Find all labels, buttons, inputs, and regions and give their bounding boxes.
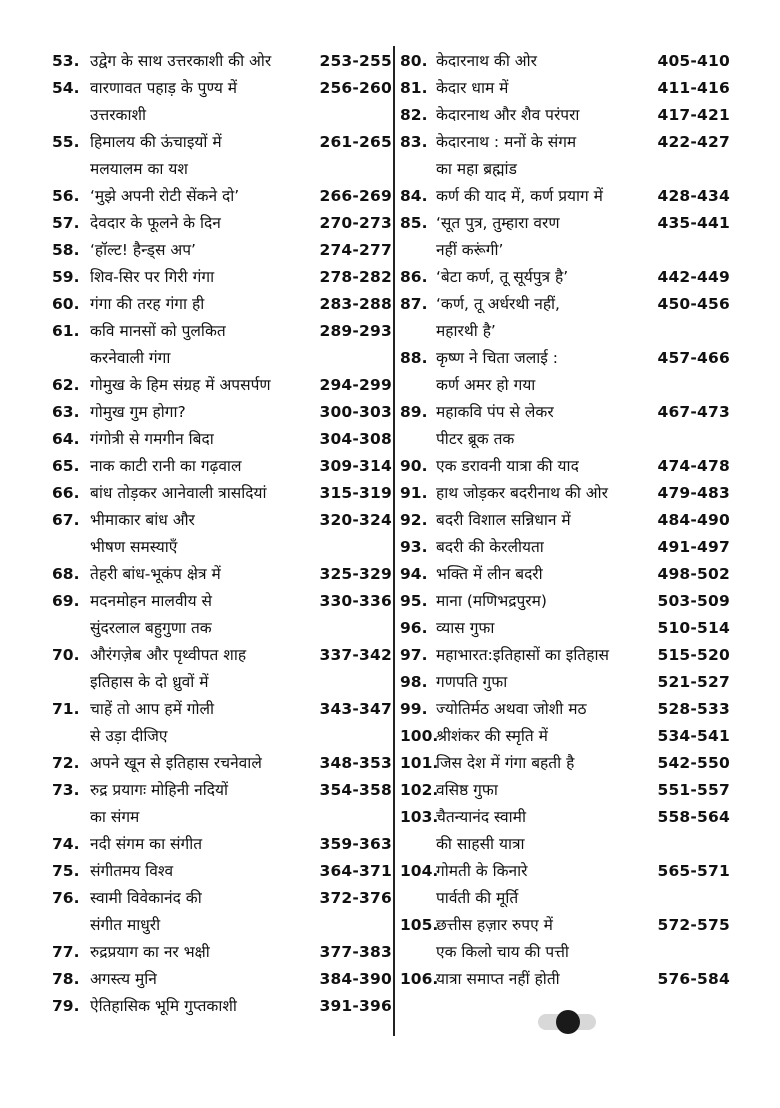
chapter-number: 72.	[52, 754, 80, 772]
chapter-title-line: चाहें तो आप हमें गोली	[90, 700, 215, 718]
chapter-title-line: का संगम	[90, 808, 140, 826]
chapter-title-line: कवि मानसों को पुलकित	[90, 322, 226, 340]
toc-entry	[52, 183, 392, 210]
chapter-number: 94.	[400, 565, 428, 583]
chapter-title	[400, 750, 661, 777]
page-range: 498-502	[657, 565, 730, 583]
chapter-number: 88.	[400, 349, 428, 367]
toc-entry	[400, 264, 730, 291]
chapter-title-line: केदारनाथ की ओर	[436, 52, 537, 70]
chapter-number: 86.	[400, 268, 428, 286]
chapter-title	[400, 588, 661, 615]
toc-entry	[52, 453, 392, 480]
chapter-title-line: महाकवि पंप से लेकर	[436, 403, 554, 421]
chapter-title	[400, 453, 661, 480]
chapter-number: 105.	[400, 916, 439, 934]
toc-entry	[400, 642, 730, 669]
chapter-title-line: देवदार के फूलने के दिन	[90, 214, 221, 232]
chapter-number: 103.	[400, 808, 439, 826]
chapter-number: 60.	[52, 295, 80, 313]
page-range: 348-353	[319, 754, 392, 772]
page-range: 309-314	[319, 457, 392, 475]
chapter-title-line: स्वामी विवेकानंद की	[90, 889, 202, 907]
chapter-title-line: उद्वेग के साथ उत्तरकाशी की ओर	[90, 52, 272, 70]
chapter-title-line: वसिष्ठ गुफा	[436, 781, 498, 799]
page-range: 270-273	[319, 214, 392, 232]
page-range: 384-390	[319, 970, 392, 988]
page-range: 422-427	[657, 133, 730, 151]
toc-entry	[400, 507, 730, 534]
page-range: 479-483	[657, 484, 730, 502]
chapter-title	[400, 966, 661, 993]
chapter-title-line: एक किलो चाय की पत्ती	[436, 943, 569, 961]
page-range: 364-371	[319, 862, 392, 880]
chapter-title-line: संगीतमय विश्व	[90, 862, 174, 880]
page-range: 515-520	[657, 646, 730, 664]
chapter-number: 65.	[52, 457, 80, 475]
chapter-number: 59.	[52, 268, 80, 286]
chapter-title	[400, 291, 661, 345]
chapter-title-line: ‘कर्ण, तू अर्धरथी नहीं,	[436, 295, 560, 313]
chapter-number: 63.	[52, 403, 80, 421]
chapter-title-line: बदरी विशाल सन्निधान में	[436, 511, 571, 529]
page-range: 565-571	[657, 862, 730, 880]
chapter-title	[400, 345, 661, 399]
chapter-title-line: केदार धाम में	[436, 79, 509, 97]
toc-entry	[52, 642, 392, 696]
toc-entry	[52, 507, 392, 561]
toc-entry	[400, 183, 730, 210]
chapter-title-line: भीमाकार बांध और	[90, 511, 195, 529]
toc-entry	[400, 48, 730, 75]
chapter-title-line: वारणावत पहाड़ के पुण्य में	[90, 79, 238, 97]
chapter-title-line: ‘मुझे अपनी रोटी सेंकने दो’	[90, 187, 240, 205]
column-divider	[393, 46, 395, 1036]
page-range: 428-434	[657, 187, 730, 205]
chapter-title-line: बदरी की केरलीयता	[436, 538, 544, 556]
chapter-number: 82.	[400, 106, 428, 124]
page-range: 253-255	[319, 52, 392, 70]
chapter-title	[52, 237, 330, 264]
chapter-title	[52, 939, 330, 966]
toc-entry	[400, 696, 730, 723]
chapter-number: 95.	[400, 592, 428, 610]
toc-entry	[400, 534, 730, 561]
chapter-title-line: गोमुख गुम होगा?	[90, 403, 186, 421]
page-range: 521-527	[657, 673, 730, 691]
chapter-title-line: एक डरावनी यात्रा की याद	[436, 457, 579, 475]
chapter-title	[400, 561, 661, 588]
chapter-title	[400, 102, 661, 129]
chapter-number: 89.	[400, 403, 428, 421]
page-range: 474-478	[657, 457, 730, 475]
toc-entry	[52, 858, 392, 885]
toc-entry	[400, 804, 730, 858]
chapter-title	[400, 642, 661, 669]
toc-entry	[400, 453, 730, 480]
chapter-number: 61.	[52, 322, 80, 340]
chapter-number: 99.	[400, 700, 428, 718]
chapter-title	[400, 696, 661, 723]
page-range: 294-299	[319, 376, 392, 394]
chapter-title-line: इतिहास के दो ध्रुवों में	[90, 673, 209, 691]
chapter-title-line: महाभारत:इतिहासों का इतिहास	[436, 646, 609, 664]
toc-entry	[52, 480, 392, 507]
chapter-title-line: कृष्ण ने चिता जलाई :	[436, 349, 558, 367]
page-range: 442-449	[657, 268, 730, 286]
chapter-title-line: गंगा की तरह गंगा ही	[90, 295, 205, 313]
chapter-number: 93.	[400, 538, 428, 556]
chapter-title-line: शिव-सिर पर गिरी गंगा	[90, 268, 215, 286]
chapter-title	[52, 48, 330, 75]
page-range: 551-557	[657, 781, 730, 799]
chapter-title	[52, 561, 330, 588]
chapter-title	[52, 696, 330, 750]
toc-entry	[400, 723, 730, 750]
page-range: 266-269	[319, 187, 392, 205]
chapter-title-line: हिमालय की ऊंचाइयों में	[90, 133, 222, 151]
chapter-title	[52, 399, 330, 426]
chapter-title-line: भक्ति में लीन बदरी	[436, 565, 543, 583]
chapter-title	[400, 534, 661, 561]
chapter-title-line: भीषण समस्याएँ	[90, 538, 178, 556]
chapter-title	[52, 453, 330, 480]
toc-entry	[400, 129, 730, 183]
chapter-title-line: जिस देश में गंगा बहती है	[436, 754, 575, 772]
chapter-title	[400, 723, 661, 750]
chapter-number: 56.	[52, 187, 80, 205]
chapter-title-line: संगीत माधुरी	[90, 916, 161, 934]
chapter-title-line: गंगोत्री से गमगीन बिदा	[90, 430, 214, 448]
page-number-mark	[538, 1010, 596, 1036]
chapter-number: 64.	[52, 430, 80, 448]
page-range: 337-342	[319, 646, 392, 664]
chapter-title	[400, 399, 661, 453]
toc-entry	[52, 696, 392, 750]
chapter-title	[400, 480, 661, 507]
chapter-title	[400, 507, 661, 534]
chapter-title-line: माना (मणिभद्रपुरम)	[436, 592, 547, 610]
chapter-title-line: नहीं करूंगी’	[436, 241, 504, 259]
page-range: 359-363	[319, 835, 392, 853]
toc-entry	[52, 939, 392, 966]
chapter-title-line: ‘बेटा कर्ण, तू सूर्यपुत्र है’	[436, 268, 569, 286]
chapter-title	[400, 615, 661, 642]
toc-right-column	[400, 48, 730, 993]
toc-entry	[52, 237, 392, 264]
chapter-title-line: अपने खून से इतिहास रचनेवाले	[90, 754, 262, 772]
chapter-number: 53.	[52, 52, 80, 70]
page-range: 391-396	[319, 997, 392, 1015]
toc-entry	[52, 993, 392, 1020]
toc-entry	[52, 291, 392, 318]
toc-entry	[52, 372, 392, 399]
chapter-title	[52, 291, 330, 318]
chapter-title	[52, 858, 330, 885]
chapter-title-line: श्रीशंकर की स्मृति में	[436, 727, 548, 745]
chapter-title	[52, 642, 330, 696]
chapter-title-line: तेहरी बांध-भूकंप क्षेत्र में	[90, 565, 221, 583]
chapter-title	[400, 858, 661, 912]
chapter-number: 67.	[52, 511, 80, 529]
chapter-number: 70.	[52, 646, 80, 664]
chapter-title	[400, 264, 661, 291]
chapter-title	[52, 831, 330, 858]
chapter-title	[400, 183, 661, 210]
chapter-title	[400, 912, 661, 966]
page-range: 450-456	[657, 295, 730, 313]
chapter-title	[52, 777, 330, 831]
chapter-title-line: ज्योतिर्मठ अथवा जोशी मठ	[436, 700, 587, 718]
toc-entry	[400, 291, 730, 345]
chapter-title	[52, 318, 330, 372]
chapter-title-line: यात्रा समाप्त नहीं होती	[436, 970, 560, 988]
toc-entry	[400, 480, 730, 507]
chapter-title-line: मलयालम का यश	[90, 160, 188, 178]
page-range: 377-383	[319, 943, 392, 961]
chapter-title-line: ऐतिहासिक भूमि गुप्तकाशी	[90, 997, 237, 1015]
toc-entry	[52, 426, 392, 453]
toc-entry	[400, 399, 730, 453]
chapter-title	[400, 804, 661, 858]
chapter-title-line: से उड़ा दीजिए	[90, 727, 168, 745]
chapter-title	[52, 588, 330, 642]
chapter-number: 81.	[400, 79, 428, 97]
chapter-title-line: कर्ण की याद में, कर्ण प्रयाग में	[436, 187, 603, 205]
chapter-title	[52, 480, 330, 507]
page-range: 542-550	[657, 754, 730, 772]
page-range: 417-421	[657, 106, 730, 124]
page-range: 503-509	[657, 592, 730, 610]
chapter-title	[400, 129, 661, 183]
chapter-title	[52, 183, 330, 210]
chapter-title-line: हाथ जोड़कर बदरीनाथ की ओर	[436, 484, 608, 502]
chapter-number: 91.	[400, 484, 428, 502]
chapter-title-line: पार्वती की मूर्ति	[436, 889, 519, 907]
chapter-title	[52, 507, 330, 561]
page-range: 304-308	[319, 430, 392, 448]
page-range: 510-514	[657, 619, 730, 637]
chapter-number: 101.	[400, 754, 439, 772]
page-range: 256-260	[319, 79, 392, 97]
toc-entry	[52, 588, 392, 642]
chapter-number: 97.	[400, 646, 428, 664]
chapter-title	[400, 210, 661, 264]
toc-entry	[400, 102, 730, 129]
chapter-title-line: ‘सूत पुत्र, तुम्हारा वरण	[436, 214, 560, 232]
chapter-title-line: गोमुख के हिम संग्रह में अपसर्पण	[90, 376, 271, 394]
chapter-title	[400, 75, 661, 102]
page-range: 457-466	[657, 349, 730, 367]
page-range: 354-358	[319, 781, 392, 799]
toc-entry	[400, 210, 730, 264]
chapter-title-line: की साहसी यात्रा	[436, 835, 525, 853]
chapter-title	[52, 966, 330, 993]
toc-entry	[52, 264, 392, 291]
chapter-number: 62.	[52, 376, 80, 394]
chapter-title-line: केदारनाथ और शैव परंपरा	[436, 106, 580, 124]
chapter-number: 74.	[52, 835, 80, 853]
chapter-title-line: गोमती के किनारे	[436, 862, 528, 880]
chapter-number: 90.	[400, 457, 428, 475]
chapter-title-line: छत्तीस हज़ार रुपए में	[436, 916, 553, 934]
page-range: 320-324	[319, 511, 392, 529]
page-range: 274-277	[319, 241, 392, 259]
chapter-title	[52, 885, 330, 939]
toc-entry	[400, 345, 730, 399]
chapter-number: 54.	[52, 79, 80, 97]
page-range: 558-564	[657, 808, 730, 826]
chapter-number: 66.	[52, 484, 80, 502]
chapter-title	[52, 372, 330, 399]
chapter-number: 73.	[52, 781, 80, 799]
page-range: 572-575	[657, 916, 730, 934]
toc-entry	[52, 210, 392, 237]
chapter-title	[52, 75, 330, 129]
page-range: 372-376	[319, 889, 392, 907]
page-range: 491-497	[657, 538, 730, 556]
toc-entry	[52, 399, 392, 426]
page-range: 528-533	[657, 700, 730, 718]
page-range: 300-303	[319, 403, 392, 421]
toc-entry	[400, 858, 730, 912]
chapter-title-line: पीटर ब्रूक तक	[436, 430, 515, 448]
chapter-title	[400, 48, 661, 75]
toc-entry	[400, 777, 730, 804]
toc-entry	[52, 885, 392, 939]
toc-entry	[400, 750, 730, 777]
chapter-number: 69.	[52, 592, 80, 610]
toc-entry	[400, 615, 730, 642]
toc-entry	[400, 912, 730, 966]
chapter-title-line: बांध तोड़कर आनेवाली त्रासदियां	[90, 484, 267, 502]
chapter-title	[52, 426, 330, 453]
page-range: 315-319	[319, 484, 392, 502]
chapter-number: 102.	[400, 781, 439, 799]
chapter-number: 76.	[52, 889, 80, 907]
chapter-number: 100.	[400, 727, 439, 745]
chapter-title	[52, 264, 330, 291]
toc-entry	[400, 75, 730, 102]
page-range: 411-416	[657, 79, 730, 97]
chapter-title	[400, 669, 661, 696]
chapter-number: 84.	[400, 187, 428, 205]
chapter-number: 55.	[52, 133, 80, 151]
page-range: 261-265	[319, 133, 392, 151]
page-range: 289-293	[319, 322, 392, 340]
chapter-title	[52, 210, 330, 237]
toc-entry	[400, 966, 730, 993]
toc-entry	[52, 48, 392, 75]
page-range: 278-282	[319, 268, 392, 286]
chapter-title-line: व्यास गुफा	[436, 619, 495, 637]
chapter-title-line: नदी संगम का संगीत	[90, 835, 203, 853]
chapter-title-line: केदारनाथ : मनों के संगम	[436, 133, 577, 151]
chapter-title-line: का महा ब्रह्मांड	[436, 160, 517, 178]
chapter-title-line: उत्तरकाशी	[90, 106, 147, 124]
chapter-number: 77.	[52, 943, 80, 961]
chapter-title-line: कर्ण अमर हो गया	[436, 376, 536, 394]
chapter-title-line: महारथी है’	[436, 322, 496, 340]
toc-entry	[52, 777, 392, 831]
chapter-number: 87.	[400, 295, 428, 313]
toc-entry	[52, 129, 392, 183]
toc-entry	[400, 669, 730, 696]
chapter-number: 106.	[400, 970, 439, 988]
chapter-title	[52, 129, 330, 183]
chapter-title	[52, 993, 330, 1020]
toc-entry	[52, 318, 392, 372]
chapter-number: 57.	[52, 214, 80, 232]
chapter-title-line: ‘हॉल्ट! हैन्ड्स अप’	[90, 241, 196, 259]
chapter-number: 79.	[52, 997, 80, 1015]
chapter-number: 68.	[52, 565, 80, 583]
chapter-number: 92.	[400, 511, 428, 529]
chapter-number: 71.	[52, 700, 80, 718]
page-range: 435-441	[657, 214, 730, 232]
chapter-title-line: औरंगज़ेब और पृथ्वीपत शाह	[90, 646, 247, 664]
toc-entry	[52, 750, 392, 777]
chapter-number: 85.	[400, 214, 428, 232]
chapter-title	[52, 750, 330, 777]
toc-entry	[52, 561, 392, 588]
toc-left-column	[52, 48, 392, 1020]
chapter-title-line: रुद्रप्रयाग का नर भक्षी	[90, 943, 210, 961]
page-range: 330-336	[319, 592, 392, 610]
chapter-title-line: नाक काटी रानी का गढ़वाल	[90, 457, 242, 475]
chapter-number: 96.	[400, 619, 428, 637]
chapter-number: 58.	[52, 241, 80, 259]
page-range: 325-329	[319, 565, 392, 583]
chapter-number: 83.	[400, 133, 428, 151]
chapter-title-line: सुंदरलाल बहुगुणा तक	[90, 619, 212, 637]
page-range: 534-541	[657, 727, 730, 745]
toc-entry	[52, 966, 392, 993]
page-range: 576-584	[657, 970, 730, 988]
toc-entry	[400, 588, 730, 615]
chapter-title	[400, 777, 661, 804]
chapter-title-line: चैतन्यानंद स्वामी	[436, 808, 526, 826]
chapter-title-line: गणपति गुफा	[436, 673, 508, 691]
chapter-title-line: रुद्र प्रयागः मोहिनी नदियों	[90, 781, 228, 799]
page-range: 343-347	[319, 700, 392, 718]
chapter-number: 98.	[400, 673, 428, 691]
chapter-number: 104.	[400, 862, 439, 880]
chapter-title-line: अगस्त्य मुनि	[90, 970, 157, 988]
toc-entry	[52, 831, 392, 858]
toc-entry	[52, 75, 392, 129]
chapter-title-line: करनेवाली गंगा	[90, 349, 171, 367]
page-range: 283-288	[319, 295, 392, 313]
chapter-title-line: मदनमोहन मालवीय से	[90, 592, 212, 610]
page-range: 405-410	[657, 52, 730, 70]
chapter-number: 75.	[52, 862, 80, 880]
page-range: 467-473	[657, 403, 730, 421]
toc-entry	[400, 561, 730, 588]
page-dot-icon	[556, 1010, 580, 1034]
chapter-number: 78.	[52, 970, 80, 988]
page-range: 484-490	[657, 511, 730, 529]
chapter-number: 80.	[400, 52, 428, 70]
